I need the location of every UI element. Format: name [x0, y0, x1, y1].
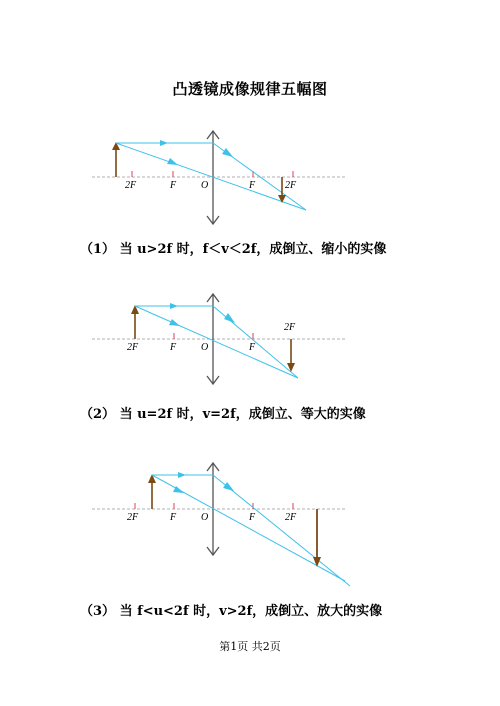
- page-title: 凸透镜成像规律五幅图: [172, 80, 328, 98]
- caption-1: （1） 当 u>2f 时，f＜v＜2f，成倒立、缩小的实像: [80, 242, 387, 257]
- ray-parallel-arrow-icon: [160, 140, 168, 146]
- label-f-left: F: [170, 342, 177, 353]
- ray-center-arrow-icon: [167, 158, 178, 165]
- ray-center: [135, 306, 298, 378]
- label-origin: O: [201, 342, 209, 353]
- label-f-right: F: [249, 512, 256, 523]
- label-2f-right: 2F: [285, 512, 297, 523]
- ray-parallel-arrow-icon: [170, 303, 178, 309]
- label-2f-left: 2F: [127, 512, 139, 523]
- page-footer: 第1页 共2页: [219, 640, 281, 653]
- lens-diagram-3: [0, 458, 500, 588]
- label-origin: O: [201, 512, 209, 523]
- ray-refracted-arrow-icon: [223, 482, 234, 491]
- image-arrow-head-icon: [278, 195, 286, 203]
- ray-refracted-arrow-icon: [224, 313, 235, 323]
- image-arrow-head-icon: [287, 363, 295, 372]
- label-f-left: F: [170, 512, 177, 523]
- caption-3: （3） 当 f<u<2f 时，v>2f，成倒立、放大的实像: [80, 604, 383, 619]
- ray-center: [116, 143, 306, 210]
- label-2f-right: 2F: [285, 180, 297, 191]
- label-f-left: F: [170, 180, 177, 191]
- label-2f-left: 2F: [125, 180, 137, 191]
- label-f-right: F: [249, 180, 256, 191]
- label-2f-left: 2F: [127, 342, 139, 353]
- ray-center-arrow-icon: [169, 319, 180, 326]
- label-2f-right: 2F: [284, 322, 296, 333]
- ray-refracted-arrow-icon: [222, 148, 233, 157]
- caption-2: （2） 当 u=2f 时，v=2f，成倒立、等大的实像: [80, 407, 366, 422]
- lens-diagram-1: [0, 120, 500, 230]
- ray-parallel-arrow-icon: [178, 472, 186, 478]
- label-origin: O: [201, 180, 209, 191]
- label-f-right: F: [249, 342, 256, 353]
- ray-refracted: [213, 475, 350, 586]
- lens-diagram-2: [0, 288, 500, 388]
